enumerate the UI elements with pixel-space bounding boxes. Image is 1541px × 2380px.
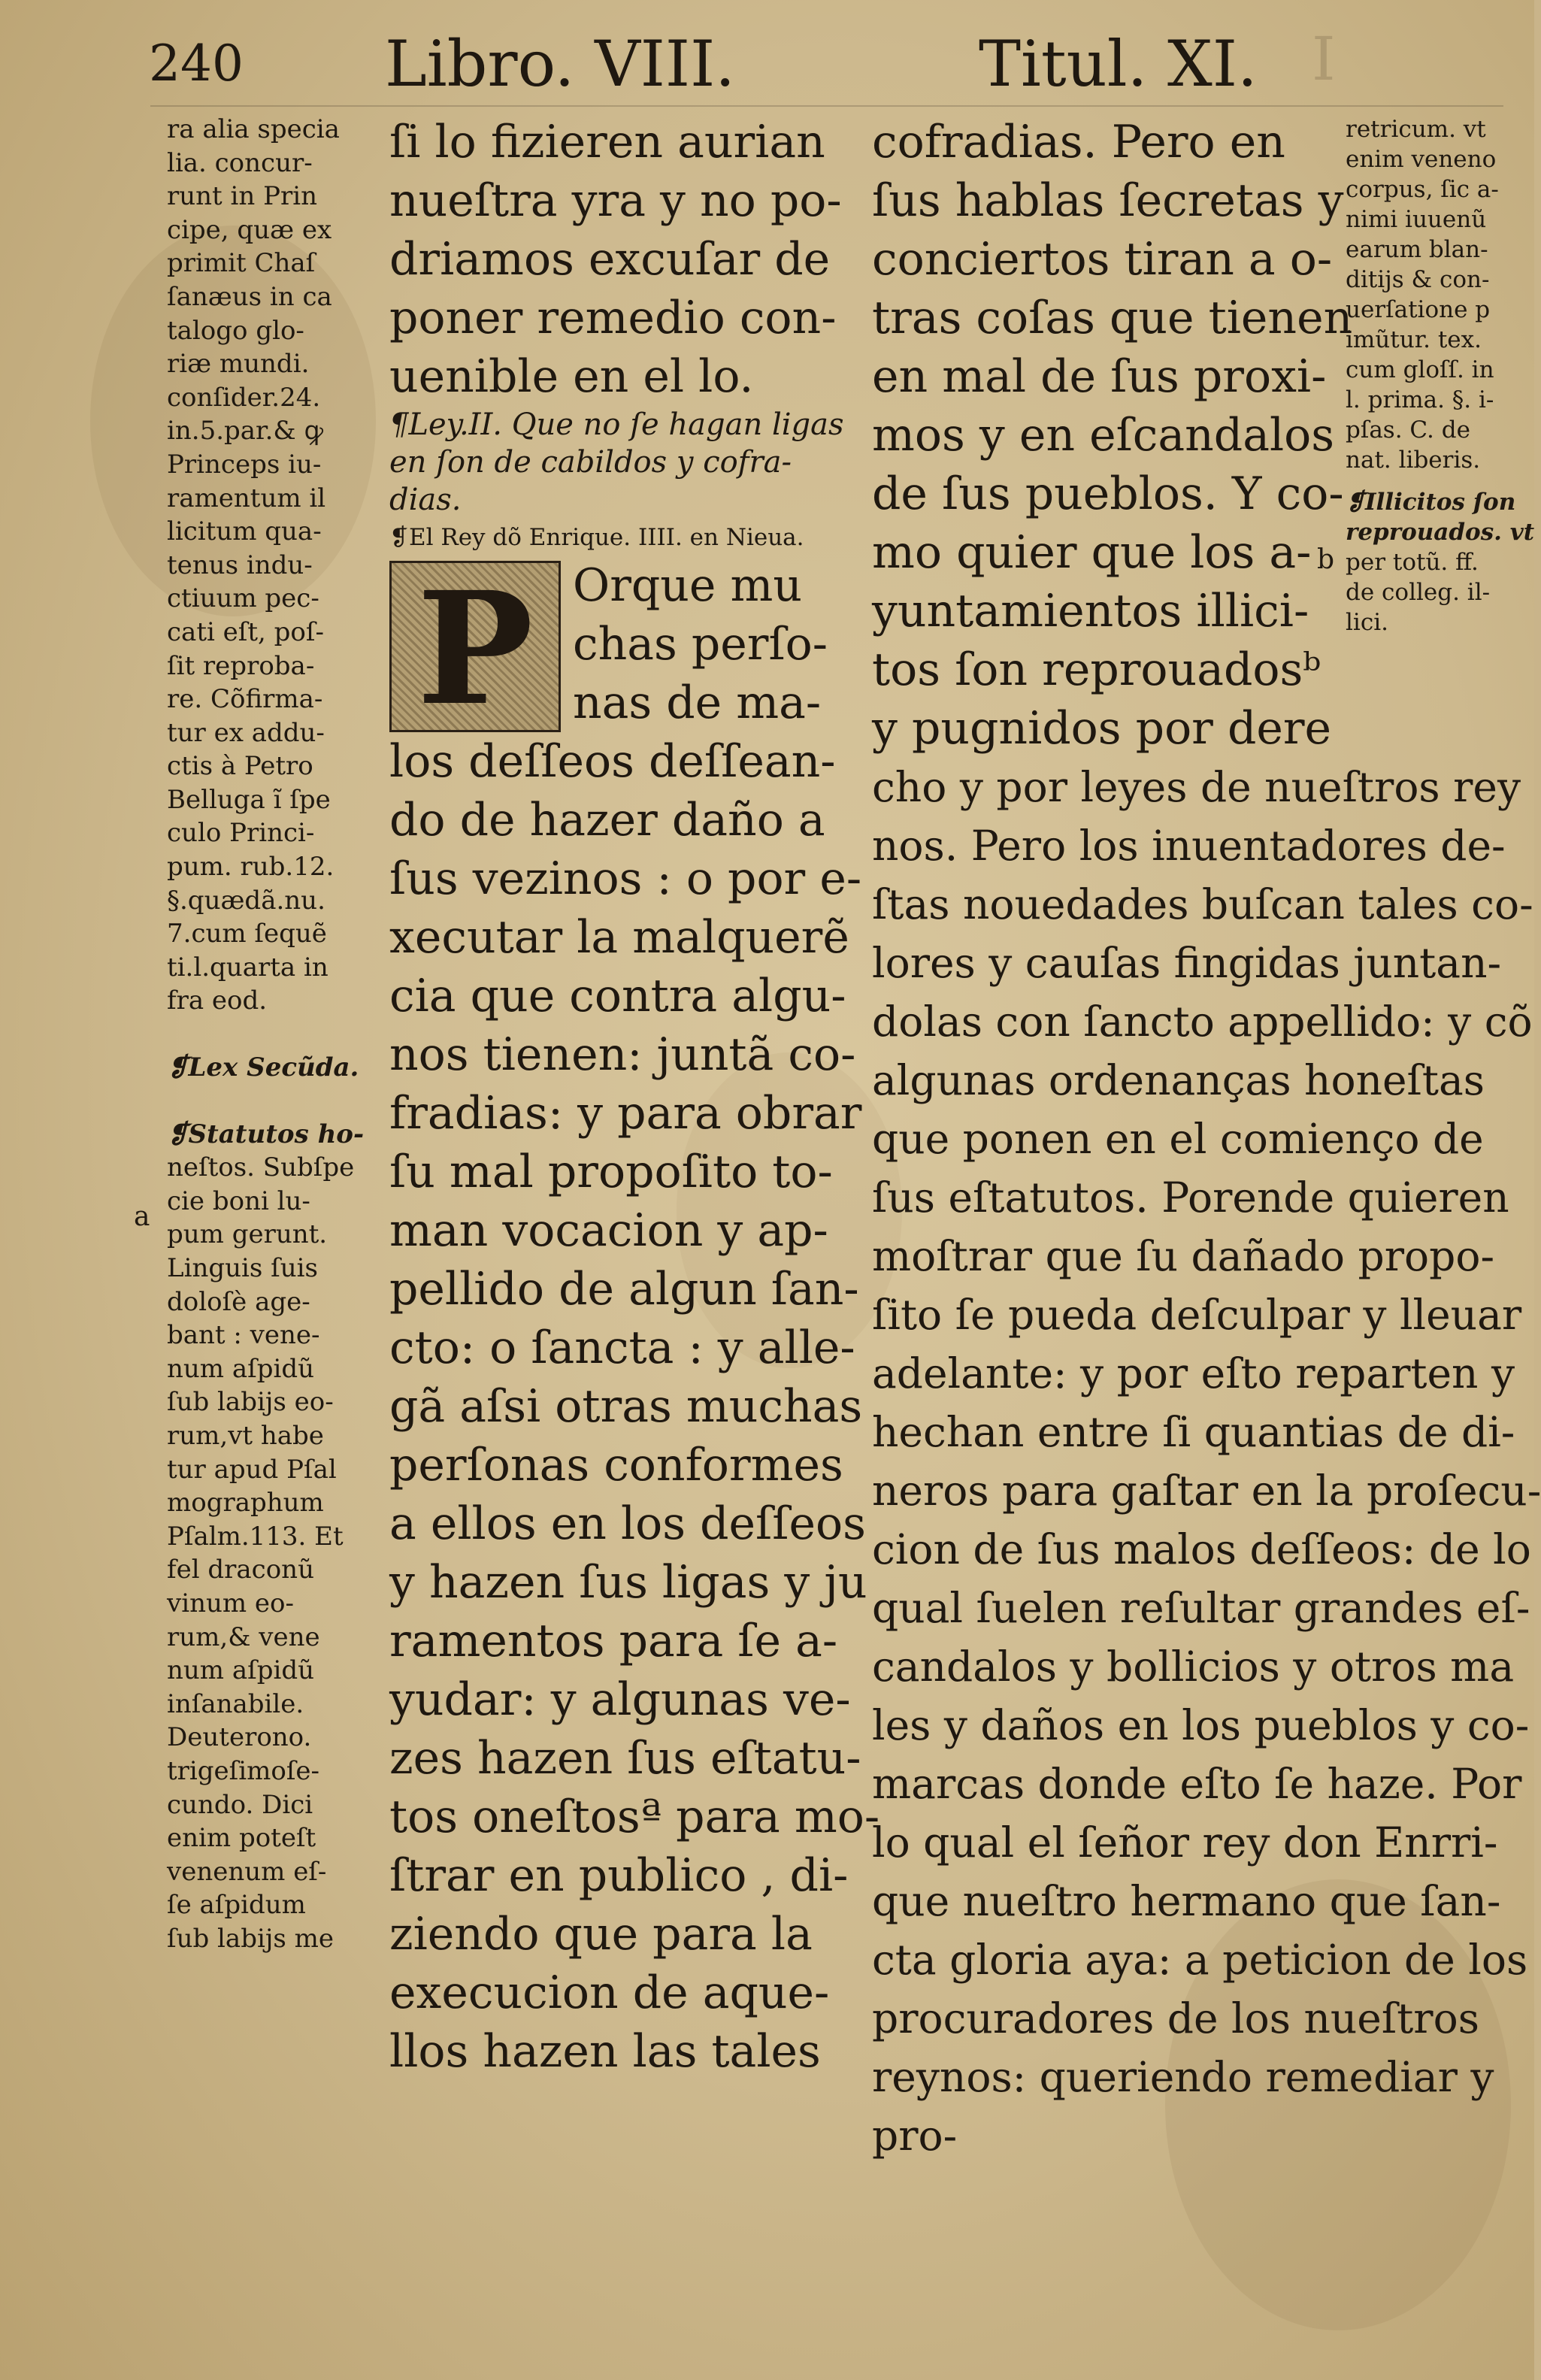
text-line: driamos excuſar de xyxy=(389,233,831,286)
text-line: pro- xyxy=(872,2112,958,2160)
text-line: mos y en eſcandalos xyxy=(872,409,1335,462)
text-line: conciertos tiran a o- xyxy=(872,233,1333,286)
margin-note-line: ditijs & con- xyxy=(1346,266,1490,293)
margin-note-line: tenus indu- xyxy=(167,550,313,580)
text-line: nos tienen: juntã co- xyxy=(389,1028,856,1081)
margin-note-line: §.quædã.nu. xyxy=(167,885,325,916)
text-line: zes hazen ſus eſtatu- xyxy=(389,1732,861,1785)
margin-note-line: imũtur. tex. xyxy=(1346,326,1482,353)
margin-note-line: cum gloſſ. in xyxy=(1346,356,1494,383)
margin-note-line: tur ex addu- xyxy=(167,717,325,748)
margin-note-line: enim poteſt xyxy=(167,1823,316,1854)
margin-note-line: ſanæus in ca xyxy=(167,281,332,312)
drop-cap-block xyxy=(389,556,828,740)
text-line: les y daños en los pueblos y co- xyxy=(872,1701,1530,1749)
margin-note-line: talogo glo- xyxy=(167,315,304,346)
running-head-book: Libro. VIII. xyxy=(385,27,735,101)
text-line: nas de ma- xyxy=(573,677,822,729)
margin-note-line: re. Cõfirma- xyxy=(167,684,323,715)
text-line: a ellos en los deſſeos xyxy=(389,1497,866,1550)
text-line: pellido de algun ſan- xyxy=(389,1263,859,1316)
text-line: tos ſon reprouadosᵇ xyxy=(872,643,1322,696)
law-source: ❡El Rey dõ Enrique. IIII. en Nieua. xyxy=(389,524,804,551)
text-line: chas perſo- xyxy=(573,618,828,671)
margin-note-line: Princeps iu- xyxy=(167,449,322,480)
margin-note-line: nat. liberis. xyxy=(1346,447,1481,474)
law-title xyxy=(389,406,844,519)
margin-note-line: l. prima. §. i- xyxy=(1346,386,1494,413)
right-notes-block-2 xyxy=(1346,487,1535,637)
text-line: nos. Pero los inuentadores de- xyxy=(872,822,1506,870)
margin-note-line: tur apud Pſal xyxy=(167,1454,337,1485)
text-line: gã aſsi otras muchas xyxy=(389,1380,863,1433)
margin-note-line: reprouados. vt xyxy=(1346,519,1535,546)
margin-note-line: ❡Illicitos ſon xyxy=(1346,489,1516,516)
margin-note-line: ramentum il xyxy=(167,483,326,513)
text-line: y hazen ſus ligas y ju xyxy=(389,1556,867,1609)
text-line: nueſtra yra y no po- xyxy=(389,174,842,227)
margin-note-line: corpus, ſic a- xyxy=(1346,176,1499,203)
margin-note-line: ti.l.quarta in xyxy=(167,952,328,983)
middle-body-text xyxy=(389,732,880,2081)
margin-note-line: inſanabile. xyxy=(167,1688,304,1719)
margin-note-line: num aſpidũ xyxy=(167,1353,314,1384)
left-margin-notes xyxy=(167,113,365,1955)
left-notes-block-2 xyxy=(167,1118,365,1956)
law-title-line: dias. xyxy=(389,483,462,517)
lex-heading: ❡Lex Secũda. xyxy=(167,1052,359,1083)
text-line: ſito ſe pueda deſculpar y lleuar xyxy=(872,1291,1522,1339)
note-marker-b: b xyxy=(1317,544,1335,575)
text-line: fradias: y para obrar xyxy=(389,1087,862,1140)
margin-note-line: per totũ. ff. xyxy=(1346,549,1479,576)
running-head-title: Titul. XI. xyxy=(979,27,1258,101)
text-line: algunas ordenanças honeſtas xyxy=(872,1056,1485,1104)
right-margin-notes xyxy=(1346,114,1535,637)
margin-note-line: licitum qua- xyxy=(167,516,322,547)
text-line: ſus eſtatutos. Porende quieren xyxy=(872,1173,1509,1222)
text-line: cto: o ſancta : y alle- xyxy=(389,1322,855,1374)
margin-note-line: culo Princi- xyxy=(167,818,315,849)
margin-note-line: Linguis ſuis xyxy=(167,1253,318,1283)
text-line: tras coſas que tienen xyxy=(872,292,1353,344)
initial-letter: P xyxy=(416,558,534,740)
margin-note-line: vinum eo- xyxy=(167,1588,295,1618)
margin-note-line: de colleg. il- xyxy=(1346,579,1491,606)
text-line: ſus vezinos : o por e- xyxy=(389,852,862,905)
margin-note-line: Pſalm.113. Et xyxy=(167,1521,344,1552)
text-line: lores y cauſas fingidas juntan- xyxy=(872,939,1502,987)
text-line: que ponen en el comienço de xyxy=(872,1115,1484,1163)
margin-note-line: earum blan- xyxy=(1346,236,1488,263)
text-line: Orque mu xyxy=(573,559,803,612)
margin-note-line: trigeſimoſe- xyxy=(167,1755,320,1786)
margin-note-line: 7.cum ſequẽ xyxy=(167,919,327,949)
bleed-through-text: I xyxy=(1312,24,1336,94)
text-line: xecutar la malquerẽ xyxy=(389,911,849,964)
text-line: procuradores de los nueſtros xyxy=(872,1994,1479,2042)
margin-note-line: ſe aſpidum xyxy=(167,1890,306,1921)
text-line: ſus hablas ſecretas y xyxy=(872,174,1344,227)
margin-note-line: lia. concur- xyxy=(167,147,313,178)
margin-note-line: enim veneno xyxy=(1346,146,1497,173)
margin-note-line: uerſatione p xyxy=(1346,296,1491,323)
margin-note-line: Belluga ĩ ſpe xyxy=(167,784,331,815)
right-notes-block-1 xyxy=(1346,114,1503,475)
text-line: candalos y bollicios y otros ma xyxy=(872,1643,1515,1691)
margin-note-line: doloſè age- xyxy=(167,1286,310,1317)
note-marker-a: a xyxy=(134,1201,150,1232)
text-line: cia que contra algu- xyxy=(389,970,846,1022)
text-line: moſtrar que ſu dañado propo- xyxy=(872,1232,1495,1280)
margin-note-line: rum,& vene xyxy=(167,1621,320,1652)
text-line: reynos: queriendo remediar y xyxy=(872,2053,1494,2101)
text-line: ſu mal propoſito to- xyxy=(389,1146,833,1198)
margin-note-line: ſub labijs me xyxy=(167,1923,334,1954)
text-line: y pugnidos por dere xyxy=(872,702,1332,755)
margin-note-line: cundo. Dici xyxy=(167,1789,313,1820)
margin-note-line: ſub labijs eo- xyxy=(167,1387,334,1418)
margin-note-line: fel draconũ xyxy=(167,1555,314,1585)
text-line: marcas donde eſto ſe haze. Por xyxy=(872,1760,1522,1808)
text-line: poner remedio con- xyxy=(389,292,837,344)
margin-note-line: primit Chaſ xyxy=(167,248,316,279)
text-line: perſonas conformes xyxy=(389,1439,843,1491)
text-line: man vocacion y ap- xyxy=(389,1204,828,1257)
text-line: ziendo que para la xyxy=(389,1908,813,1961)
margin-note-line: nimi iuuenũ xyxy=(1346,206,1487,233)
margin-note-line: riæ mundi. xyxy=(167,349,310,380)
margin-note-line: ❡Statutos ho- xyxy=(167,1119,365,1149)
margin-note-line: in.5.par.& ꝙ xyxy=(167,416,323,447)
text-line: do de hazer daño a xyxy=(389,794,825,846)
left-notes-block-1 xyxy=(167,113,355,1018)
text-line: que nueſtro hermano que ſan- xyxy=(872,1877,1501,1925)
text-line: neros para gaſtar en la proſecu- xyxy=(872,1467,1541,1515)
text-line: mo quier que los a- xyxy=(872,526,1312,579)
text-line: cta gloria aya: a peticion de los xyxy=(872,1936,1528,1984)
law-title-line: en ſon de cabildos y cofra- xyxy=(389,445,792,480)
margin-note-line: retricum. vt xyxy=(1346,116,1486,143)
margin-note-line: ctiuum pec- xyxy=(167,583,319,614)
margin-note-line: fra eod. xyxy=(167,986,268,1016)
text-line: lo qual el ſeñor rey don Enrri- xyxy=(872,1818,1498,1867)
text-line: de ſus pueblos. Y co- xyxy=(872,468,1344,520)
margin-note-line: pſas. C. de xyxy=(1346,416,1470,444)
margin-note-line: pum. rub.12. xyxy=(167,852,335,883)
text-line: ſi lo fizieren aurian xyxy=(389,116,825,168)
text-line: execucion de aque- xyxy=(389,1967,830,2019)
middle-column xyxy=(389,113,880,2081)
header-rule xyxy=(150,105,1503,107)
text-line: cho y por leyes de nueſtros rey xyxy=(872,763,1521,811)
text-line: tos oneſtosª para mo- xyxy=(389,1791,880,1843)
margin-note-line: cipe, quæ ex xyxy=(167,214,332,245)
margin-note-line: cati eſt, poſ- xyxy=(167,616,324,647)
margin-note-line: venenum eſ- xyxy=(167,1856,327,1887)
law-title-line: ¶Ley.II. Que no ſe hagan ligas xyxy=(389,407,844,442)
margin-note-line: Deuterono. xyxy=(167,1722,312,1753)
margin-note-line: pum gerunt. xyxy=(167,1219,328,1250)
text-line: qual ſuelen reſultar grandes eſ- xyxy=(872,1584,1530,1632)
text-line: cion de ſus malos deſſeos: de lo xyxy=(872,1525,1531,1573)
text-line: llos hazen las tales xyxy=(389,2025,821,2078)
margin-note-line: ſit reproba- xyxy=(167,650,315,681)
page-number: 240 xyxy=(149,35,244,92)
text-line: ramentos para ſe a- xyxy=(389,1615,838,1667)
middle-top-text xyxy=(389,113,842,406)
text-line: adelante: y por eſto reparten y xyxy=(872,1349,1515,1397)
text-line: yudar: y algunas ve- xyxy=(389,1673,851,1726)
margin-note-line: ctis à Petro xyxy=(167,751,313,782)
margin-note-line: rum,vt habe xyxy=(167,1420,324,1451)
margin-note-line: lici. xyxy=(1346,609,1388,636)
margin-note-line: bant : vene- xyxy=(167,1320,320,1351)
text-line: en mal de ſus proxi- xyxy=(872,350,1327,403)
margin-note-line: num aſpidũ xyxy=(167,1655,314,1686)
text-line: dolas con ſancto appellido: y cõ xyxy=(872,998,1533,1046)
margin-note-line: mographum xyxy=(167,1488,324,1519)
text-line: hechan entre ſi quantias de di- xyxy=(872,1408,1515,1456)
margin-note-line: ra alia specia xyxy=(167,114,340,144)
text-line: ſtas nouedades buſcan tales co- xyxy=(872,880,1533,928)
text-line: yuntamientos illici- xyxy=(872,585,1309,637)
margin-note-line: cie boni lu- xyxy=(167,1185,310,1216)
text-line: los deſſeos deſſean- xyxy=(389,735,836,788)
text-line: ſtrar en publico , di- xyxy=(389,1849,849,1902)
margin-note-line: neſtos. Subſpe xyxy=(167,1152,355,1183)
margin-note-line: runt in Prin xyxy=(167,181,317,212)
text-line: uenible en el lo. xyxy=(389,350,754,403)
decorated-initial xyxy=(389,558,561,740)
margin-note-line: conſider.24. xyxy=(167,382,321,413)
text-line: cofradias. Pero en xyxy=(872,116,1285,168)
